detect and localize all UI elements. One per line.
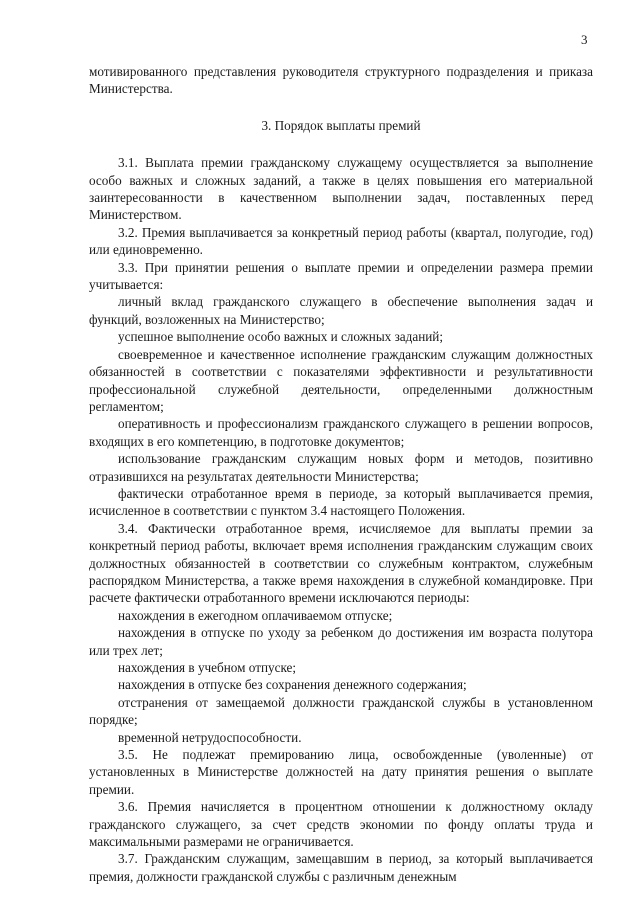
paragraph-3-1: 3.1. Выплата премии гражданскому служащему осуществляется за выполнение особо важных и сложных заданий, а также в целях повышения его материальной заинтересованности в качественном выполнении задач, поставленных перед Министерством. xyxy=(89,155,593,223)
page-number: 3 xyxy=(581,32,588,47)
section-heading: 3. Порядок выплаты премий xyxy=(261,117,421,133)
criteria-item: фактически отработанное время в периоде, за который выплачивается премия, исчисленное в соответствии с пунктом 3.4 настоящего Положения. xyxy=(89,485,593,519)
excluded-period-item: нахождения в учебном отпуске; xyxy=(118,660,297,675)
paragraph-3-6: 3.6. Премия начисляется в процентном отношении к должностному окладу гражданского служащего, за счет средств экономии по фонду оплаты труда и максимальными размерами не ограничивается. xyxy=(89,799,593,850)
paragraph-3-5: 3.5. Не подлежат премированию лица, освобожденные (уволенные) от установленных в Министерстве должностей на дату принятия решения о выплате премии. xyxy=(89,747,593,797)
paragraph-3-4: 3.4. Фактически отработанное время, исчисляемое для выплаты премии за конкретный период работы, включает время исполнения гражданским служащим своих должностных обязанностей в соответствии со служебным контрактом, служебным распорядком Министерства, а также время нахождения в служебной командировке. При расчете фактически отработанного времени исключаются периоды: xyxy=(89,520,593,606)
intro-paragraph: мотивированного представления руководителя структурного подразделения и приказа Министерства. xyxy=(89,64,593,97)
excluded-period-item: нахождения в отпуске по уходу за ребенком до достижения им возраста полутора или трех лет; xyxy=(89,625,593,658)
paragraph-3-7: 3.7. Гражданским служащим, замещавшим в период, за который выплачивается премия, должности гражданской службы с различным денежным xyxy=(89,851,593,884)
criteria-item: личный вклад гражданского служащего в обеспечение выполнения задач и функций, возложенных на Министерство; xyxy=(89,294,593,327)
paragraph-3-3: 3.3. При принятии решения о выплате премии и определении размера премии учитывается: xyxy=(89,259,593,293)
criteria-item: использование гражданским служащим новых форм и методов, позитивно отразившихся на результатах деятельности Министерства; xyxy=(89,451,593,484)
criteria-item: успешное выполнение особо важных и сложных заданий; xyxy=(118,329,444,345)
paragraph-3-2: 3.2. Премия выплачивается за конкретный период работы (квартал, полугодие, год) или единовременно. xyxy=(89,224,593,258)
criteria-item: своевременное и качественное исполнение гражданским служащим должностных обязанностей в соответствии с показателями эффективности и результативности профессиональной служебной деятельности, определенными должностным регламентом; xyxy=(89,346,593,414)
excluded-period-item: нахождения в ежегодном оплачиваемом отпуске; xyxy=(118,607,393,623)
excluded-period-item: отстранения от замещаемой должности гражданской службы в установленном порядке; xyxy=(89,694,593,728)
excluded-period-item: нахождения в отпуске без сохранения денежного содержания; xyxy=(118,677,467,693)
document-body xyxy=(89,63,593,885)
excluded-period-item: временной нетрудоспособности. xyxy=(118,729,302,745)
criteria-item: оперативность и профессионализм гражданского служащего в решении вопросов, входящих в его компетенцию, в подготовке документов; xyxy=(89,416,593,449)
